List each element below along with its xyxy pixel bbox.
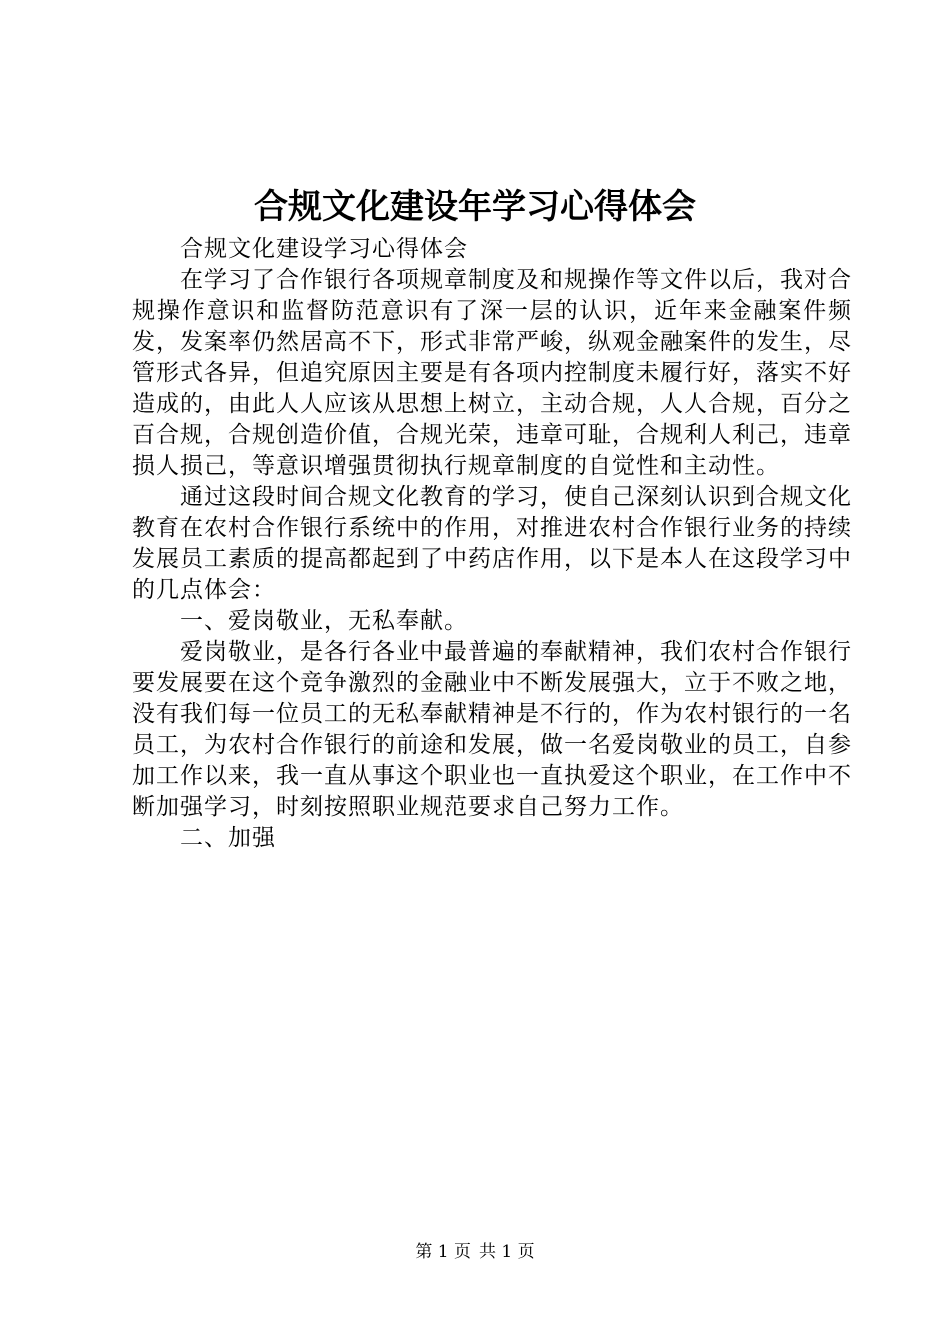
section-heading-2: 二、加强 [180, 825, 276, 851]
page-footer [0, 1240, 950, 1264]
paragraph-dedication: 爱岗敬业，是各行各业中最普遍的奉献精神，我们农村合作银行要发展要在这个竞争激烈的金融业中不断发展强大，立于不败之地，没有我们每一位员工的无私奉献精神是不行的，作为农村银行的一名员工，为农村合作银行的前途和发展，做一名爱岗敬业的员工，自参加工作以来，我一直从事这个职业也一直执爱这个职业，在工作中不断加强学习，时刻按照职业规范要求自己努力工作。 [132, 639, 852, 820]
paragraph-learning: 通过这段时间合规文化教育的学习，使自己深刻认识到合规文化教育在农村合作银行系统中的作用，对推进农村合作银行业务的持续发展员工素质的提高都起到了中药店作用，以下是本人在这段学习中的几点体会： [132, 484, 852, 603]
page-number: 第 1 页 [415, 1242, 471, 1262]
section-heading-1: 一、爱岗敬业，无私奉献。 [180, 608, 468, 634]
paragraph-subtitle: 合规文化建设学习心得体会 [180, 236, 468, 262]
document-title: 合规文化建设年学习心得体会 [254, 187, 696, 227]
page-total: 共 1 页 [479, 1242, 535, 1262]
paragraph-intro: 在学习了合作银行各项规章制度及和规操作等文件以后，我对合规操作意识和监督防范意识有了深一层的认识，近年来金融案件频发，发案率仍然居高不下，形式非常严峻，纵观金融案件的发生，尽管形式各异，但追究原因主要是有各项内控制度未履行好，落实不好造成的，由此人人应该从思想上树立，主动合规，人人合规，百分之百合规，合规创造价值，合规光荣，违章可耻，合规利人利己，违章损人损己，等意识增强贯彻执行规章制度的自觉性和主动性。 [132, 267, 852, 479]
document-body [132, 234, 852, 854]
